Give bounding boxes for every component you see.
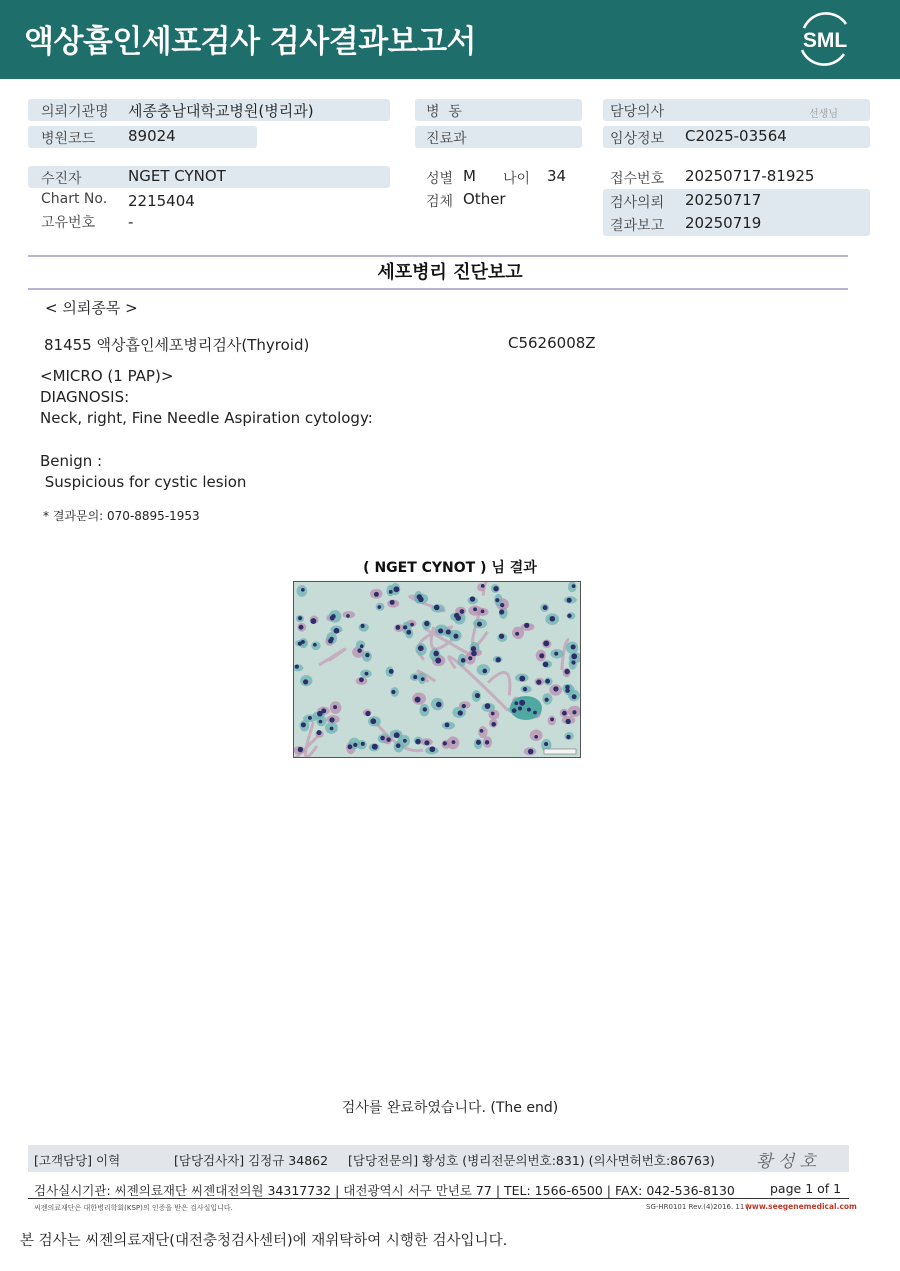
footer-divider: [28, 1198, 849, 1199]
diagnosis-result: Benign :: [40, 452, 103, 470]
micrograph-drawing: [294, 582, 581, 758]
doctor-label: 담당의사: [610, 104, 665, 120]
inquiry-note: * 결과문의: 070-8895-1953: [43, 509, 200, 523]
footer-specialist: [담당전문의] 황성호 (병리전문의번호:831) (의사면허번호:86763): [348, 1153, 715, 1168]
age-label: 나이: [503, 171, 531, 187]
patient-label: 수진자: [41, 171, 82, 187]
report-header: [0, 0, 900, 79]
end-text: 검사를 완료하였습니다. (The end): [341, 1100, 559, 1116]
specimen-description: Neck, right, Fine Needle Aspiration cytology:: [40, 409, 373, 427]
request-date: 20250717: [685, 191, 762, 209]
hospital-code-label: 병원코드: [41, 131, 96, 147]
patient-name: NGET CYNOT: [128, 167, 226, 185]
sml-logo: [794, 10, 856, 66]
section-title: 세포병리 진단보고: [377, 262, 523, 283]
institution-label: 의뢰기관명: [41, 104, 109, 120]
footer-customer: [고객담당] 이혁: [34, 1153, 121, 1168]
doctor-suffix: 선생님: [809, 109, 838, 120]
ksp-note: 씨젠의료재단은 대한병리학회(KSP)의 인증을 받은 검사실입니다.: [34, 1204, 233, 1212]
test-item: 81455 액상흡인세포병리검사(Thyroid): [44, 336, 310, 354]
hospital-code-value: 89024: [128, 127, 176, 145]
receipt-number: 20250717-81925: [685, 167, 815, 185]
sex-value: M: [463, 167, 476, 185]
age-value: 34: [547, 167, 567, 185]
footer-lab-info: 검사실시기관: 씨젠의료재단 씨젠대전의원 34317732 | 대전광역시 서구 만년로 77 | TEL: 1566-6500 | FAX: 042-536-8130: [34, 1183, 735, 1198]
section-rule-top: [28, 255, 848, 257]
form-code: SG-HR0101 Rev.(4)2016. 11 |: [646, 1203, 749, 1211]
footer-technician: [담당검사자] 김정규 34862: [174, 1153, 329, 1168]
image-title: ( NGET CYNOT ) 님 결과: [363, 560, 537, 576]
cytology-micrograph: [293, 581, 581, 758]
request-date-label: 검사의뢰: [610, 195, 665, 211]
doctor-signature: 황 성 호: [756, 1152, 817, 1172]
chart-label: Chart No.: [41, 191, 108, 207]
clinical-info-value: C2025-03564: [685, 127, 787, 145]
test-code: C5626008Z: [508, 334, 596, 352]
unique-no-label: 고유번호: [41, 215, 96, 231]
section-rule-bottom: [28, 288, 848, 290]
clinical-info-label: 임상정보: [610, 131, 665, 147]
ward-label: 병 동: [426, 104, 462, 120]
diagnosis-detail: Suspicious for cystic lesion: [40, 473, 247, 491]
footer-page-number: page 1 of 1: [770, 1181, 842, 1196]
institution-value: 세종충남대학교병원(병리과): [128, 102, 314, 120]
logo-text: SML: [802, 29, 848, 52]
unique-no-value: -: [128, 213, 134, 231]
report-date-label: 결과보고: [610, 218, 665, 234]
department-label: 진료과: [426, 131, 467, 147]
report-date: 20250719: [685, 214, 762, 232]
micro-line: <MICRO (1 PAP)>: [40, 367, 174, 385]
bottom-note: 본 검사는 씨젠의료재단(대전충청검사센터)에 재위탁하여 시행한 검사입니다.: [20, 1233, 508, 1249]
specimen-value: Other: [463, 190, 506, 208]
specimen-label: 검체: [426, 194, 454, 210]
diagnosis-heading: DIAGNOSIS:: [40, 388, 130, 406]
chart-number: 2215404: [128, 192, 195, 210]
request-items-heading: < 의뢰종목 >: [45, 299, 138, 317]
receipt-label: 접수번호: [610, 171, 665, 187]
report-title: 액상흡인세포검사 검사결과보고서: [24, 24, 476, 60]
sex-label: 성별: [426, 171, 454, 187]
website-link[interactable]: www.seegenemedical.com: [745, 1202, 857, 1211]
